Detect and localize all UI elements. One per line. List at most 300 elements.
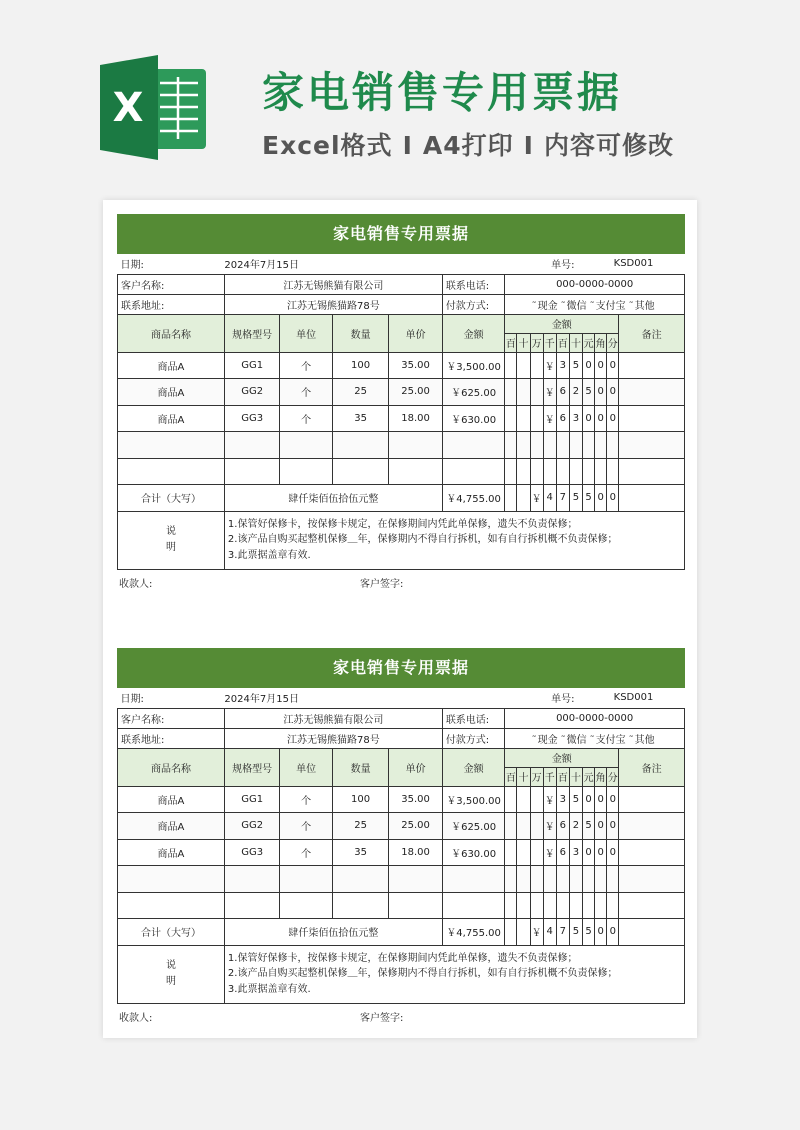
cell-digit <box>505 432 517 459</box>
total-digit: 5 <box>569 485 582 512</box>
cell-digit <box>505 786 517 813</box>
total-digit: 0 <box>595 485 607 512</box>
digit-header: 十 <box>517 768 530 787</box>
total-remark <box>619 919 685 946</box>
cell-digit <box>595 432 607 459</box>
phone-value[interactable]: 000-0000-0000 <box>505 708 685 728</box>
cell-digit: 0 <box>607 786 619 813</box>
cell-digit <box>530 379 543 406</box>
cell-qty[interactable] <box>332 458 389 485</box>
notes-content <box>224 945 684 1003</box>
header-row <box>118 314 685 334</box>
cell-digit: 0 <box>583 405 595 432</box>
cell-digit: 2 <box>569 379 582 406</box>
cell-digit <box>607 892 619 919</box>
cell-model[interactable]: GG3 <box>224 405 279 432</box>
total-digit: 4 <box>543 919 556 946</box>
cell-model[interactable]: GG2 <box>224 379 279 406</box>
address-value[interactable]: 江苏无锡熊猫路78号 <box>224 294 442 314</box>
cell-digit <box>530 352 543 379</box>
payment-option[interactable]: 现金 <box>537 300 558 312</box>
cell-digit: 0 <box>595 839 607 866</box>
cell-price[interactable]: 18.00 <box>389 839 442 866</box>
cell-digit: ￥ <box>543 786 556 813</box>
cell-unit[interactable] <box>280 432 332 459</box>
subtitle-print: A4打印 <box>422 131 514 160</box>
cell-name[interactable]: 商品A <box>118 839 225 866</box>
cell-digit <box>543 866 556 893</box>
cell-amount[interactable]: ￥625.00 <box>442 813 505 840</box>
cell-digit <box>569 866 582 893</box>
total-digit: 7 <box>556 485 569 512</box>
header-row <box>118 748 685 768</box>
total-digit: 0 <box>607 919 619 946</box>
note-line: 3.此票据盖章有效. <box>227 983 311 995</box>
cell-digit <box>517 432 530 459</box>
cell-digit <box>607 432 619 459</box>
cell-digit <box>517 786 530 813</box>
digit-header: 百 <box>505 768 517 787</box>
col-header-price: 单价 <box>389 748 442 786</box>
subtitle-format: Excel格式 <box>262 131 393 160</box>
table-row <box>118 839 685 866</box>
receipt-paper <box>103 200 697 1038</box>
receiver-label: 收款人: <box>119 1012 153 1024</box>
cell-digit: 0 <box>595 786 607 813</box>
cell-name[interactable]: 商品A <box>118 786 225 813</box>
cell-digit <box>517 405 530 432</box>
cell-digit <box>505 839 517 866</box>
cell-digit: 0 <box>595 352 607 379</box>
cell-unit[interactable] <box>280 866 332 893</box>
cell-remark[interactable] <box>619 892 685 919</box>
cell-digit <box>530 432 543 459</box>
cell-digit: 0 <box>607 379 619 406</box>
cell-digit <box>530 839 543 866</box>
cell-digit <box>505 405 517 432</box>
cell-qty[interactable]: 25 <box>332 379 389 406</box>
date-label: 日期: <box>120 260 144 272</box>
cell-remark[interactable] <box>619 813 685 840</box>
cell-amount[interactable]: ￥625.00 <box>442 379 505 406</box>
checkbox-icon[interactable]: ˜ <box>531 300 537 312</box>
cell-name[interactable]: 商品A <box>118 405 225 432</box>
note-line: 2.该产品自购买起整机保修＿年，保修期内不得自行拆机，如有自行拆机概不负责保修； <box>227 968 618 980</box>
cell-amount[interactable] <box>442 866 505 893</box>
col-header-amount-group: 金额 <box>505 748 619 768</box>
payment-option[interactable]: 其他 <box>634 300 655 312</box>
cell-digit: 0 <box>595 379 607 406</box>
cell-model[interactable]: GG3 <box>224 839 279 866</box>
cell-remark[interactable] <box>619 405 685 432</box>
payment-option[interactable]: 其他 <box>634 734 655 746</box>
no-label: 单号: <box>551 694 575 706</box>
digit-header: 十 <box>569 768 582 787</box>
table-row <box>118 352 685 379</box>
cell-digit <box>505 866 517 893</box>
total-amount: ￥4,755.00 <box>442 919 505 946</box>
cell-digit: 0 <box>583 839 595 866</box>
notes-row <box>118 945 685 1003</box>
note-line: 2.该产品自购买起整机保修＿年，保修期内不得自行拆机，如有自行拆机概不负责保修； <box>227 534 618 546</box>
cell-price[interactable]: 35.00 <box>389 352 442 379</box>
cell-digit <box>517 352 530 379</box>
col-header-name: 商品名称 <box>118 314 225 352</box>
checkbox-icon[interactable]: ˜ <box>560 300 566 312</box>
payment-option[interactable]: 微信 <box>566 300 587 312</box>
cell-price[interactable]: 18.00 <box>389 405 442 432</box>
date-value: 2024年7月15日 <box>224 260 299 272</box>
cell-digit: 3 <box>556 786 569 813</box>
cell-digit <box>517 892 530 919</box>
cell-unit[interactable]: 个 <box>280 786 332 813</box>
total-digit <box>505 485 517 512</box>
cell-name[interactable] <box>118 458 225 485</box>
receiver-label: 收款人: <box>119 578 153 590</box>
no-label: 单号: <box>551 260 575 272</box>
total-digit: 7 <box>556 919 569 946</box>
customer-value[interactable]: 江苏无锡熊猫有限公司 <box>224 274 442 294</box>
subtitle-separator: I <box>523 131 534 160</box>
cell-amount[interactable] <box>442 458 505 485</box>
cell-name[interactable] <box>118 432 225 459</box>
cell-amount[interactable] <box>442 892 505 919</box>
cell-digit <box>505 892 517 919</box>
cell-qty[interactable]: 25 <box>332 813 389 840</box>
col-header-unit: 单位 <box>280 748 332 786</box>
cell-digit <box>556 458 569 485</box>
digit-header: 分 <box>607 768 619 787</box>
cell-digit: 0 <box>583 786 595 813</box>
cell-digit <box>583 866 595 893</box>
signature-label: 客户签字: <box>360 578 404 590</box>
cell-remark[interactable] <box>619 458 685 485</box>
cell-digit <box>607 866 619 893</box>
receipt-table <box>117 254 685 570</box>
total-remark <box>619 485 685 512</box>
cell-qty[interactable]: 100 <box>332 352 389 379</box>
cell-remark[interactable] <box>619 432 685 459</box>
cell-amount[interactable]: ￥630.00 <box>442 839 505 866</box>
checkbox-icon[interactable]: ˜ <box>589 734 595 746</box>
digit-header: 万 <box>530 768 543 787</box>
cell-digit: 0 <box>595 405 607 432</box>
cell-remark[interactable] <box>619 379 685 406</box>
receipt-form <box>117 214 685 592</box>
cell-digit: 0 <box>583 352 595 379</box>
date-value: 2024年7月15日 <box>224 694 299 706</box>
subtitle-separator: I <box>402 131 413 160</box>
cell-price[interactable]: 35.00 <box>389 786 442 813</box>
cell-digit <box>505 813 517 840</box>
checkbox-icon[interactable]: ˜ <box>589 300 595 312</box>
cell-remark[interactable] <box>619 866 685 893</box>
cell-remark[interactable] <box>619 786 685 813</box>
banner <box>0 0 800 175</box>
total-label: 合计（大写） <box>118 485 225 512</box>
total-amount: ￥4,755.00 <box>442 485 505 512</box>
phone-label: 联系电话: <box>442 708 505 728</box>
address-value[interactable]: 江苏无锡熊猫路78号 <box>224 728 442 748</box>
customer-label: 客户名称: <box>118 708 225 728</box>
cell-digit <box>543 432 556 459</box>
cell-digit: ￥ <box>543 352 556 379</box>
cell-price[interactable] <box>389 892 442 919</box>
cell-remark[interactable] <box>619 352 685 379</box>
cell-digit: 5 <box>583 379 595 406</box>
cell-model[interactable] <box>224 432 279 459</box>
cell-unit[interactable]: 个 <box>280 813 332 840</box>
col-header-price: 单价 <box>389 314 442 352</box>
cell-digit <box>556 892 569 919</box>
date-row <box>118 254 685 274</box>
total-digit: 4 <box>543 485 556 512</box>
digit-header: 十 <box>517 334 530 353</box>
total-row <box>118 919 685 946</box>
cell-digit <box>517 379 530 406</box>
cell-digit <box>530 786 543 813</box>
cell-model[interactable]: GG1 <box>224 352 279 379</box>
notes-label-1: 说 <box>165 960 176 971</box>
col-header-unit: 单位 <box>280 314 332 352</box>
signature-label: 客户签字: <box>360 1012 404 1024</box>
receipt-form <box>117 648 685 1026</box>
digit-header: 元 <box>583 768 595 787</box>
cell-digit <box>505 352 517 379</box>
digit-header: 千 <box>543 768 556 787</box>
cell-digit <box>530 813 543 840</box>
date-row <box>118 688 685 708</box>
total-digit: 5 <box>583 919 595 946</box>
cell-amount[interactable]: ￥3,500.00 <box>442 786 505 813</box>
cell-digit <box>530 405 543 432</box>
cell-name[interactable]: 商品A <box>118 379 225 406</box>
cell-model[interactable] <box>224 458 279 485</box>
table-row <box>118 866 685 893</box>
address-label: 联系地址: <box>118 728 225 748</box>
excel-logo-icon <box>100 55 210 160</box>
payment-options <box>505 728 685 748</box>
cell-name[interactable]: 商品A <box>118 352 225 379</box>
cell-digit: ￥ <box>543 839 556 866</box>
subtitle-editable: 内容可修改 <box>543 131 674 160</box>
total-words: 肆仟柒佰伍拾伍元整 <box>224 919 442 946</box>
cell-amount[interactable]: ￥630.00 <box>442 405 505 432</box>
total-digit: 5 <box>569 919 582 946</box>
total-row <box>118 485 685 512</box>
phone-value[interactable]: 000-0000-0000 <box>505 274 685 294</box>
cell-qty[interactable]: 35 <box>332 839 389 866</box>
digit-header: 万 <box>530 334 543 353</box>
cell-digit <box>543 892 556 919</box>
cell-digit: 5 <box>569 786 582 813</box>
notes-content <box>224 511 684 569</box>
cell-digit <box>569 432 582 459</box>
digit-header: 分 <box>607 334 619 353</box>
checkbox-icon[interactable]: ˜ <box>531 734 537 746</box>
logo-letter: X <box>112 85 144 131</box>
table-row <box>118 892 685 919</box>
notes-row <box>118 511 685 569</box>
notes-label-2: 明 <box>165 542 176 553</box>
cell-digit: 5 <box>583 813 595 840</box>
notes-label-2: 明 <box>165 976 176 987</box>
cell-digit <box>517 813 530 840</box>
cell-price[interactable]: 25.00 <box>389 813 442 840</box>
col-header-name: 商品名称 <box>118 748 225 786</box>
checkbox-icon[interactable]: ˜ <box>560 734 566 746</box>
cell-digit <box>569 892 582 919</box>
col-header-model: 规格型号 <box>224 748 279 786</box>
customer-row <box>118 274 685 294</box>
cell-name[interactable] <box>118 866 225 893</box>
cell-model[interactable] <box>224 892 279 919</box>
cell-amount[interactable]: ￥3,500.00 <box>442 352 505 379</box>
cell-digit: ￥ <box>543 405 556 432</box>
phone-label: 联系电话: <box>442 274 505 294</box>
cell-model[interactable]: GG1 <box>224 786 279 813</box>
col-header-remark: 备注 <box>619 748 685 786</box>
total-digit <box>517 919 530 946</box>
payment-label: 付款方式: <box>442 728 505 748</box>
cell-digit: 3 <box>569 839 582 866</box>
cell-price[interactable] <box>389 432 442 459</box>
col-header-remark: 备注 <box>619 314 685 352</box>
cell-qty[interactable]: 35 <box>332 405 389 432</box>
total-digit: 0 <box>595 919 607 946</box>
checkbox-icon[interactable]: ˜ <box>628 734 634 746</box>
no-value: KSD001 <box>613 692 654 704</box>
col-header-amount: 金额 <box>442 748 505 786</box>
digit-header: 百 <box>505 334 517 353</box>
cell-digit: 6 <box>556 379 569 406</box>
payment-option[interactable]: 支付宝 <box>595 734 626 746</box>
cell-digit <box>517 839 530 866</box>
payment-option[interactable]: 现金 <box>537 734 558 746</box>
no-value: KSD001 <box>613 258 654 270</box>
cell-name[interactable] <box>118 892 225 919</box>
cell-digit <box>505 458 517 485</box>
signature-row <box>117 1004 685 1026</box>
col-header-qty: 数量 <box>332 748 389 786</box>
checkbox-icon[interactable]: ˜ <box>628 300 634 312</box>
cell-digit <box>543 458 556 485</box>
cell-qty[interactable] <box>332 892 389 919</box>
cell-digit <box>505 379 517 406</box>
cell-digit <box>607 458 619 485</box>
form-title: 家电销售专用票据 <box>117 214 685 254</box>
address-row <box>118 728 685 748</box>
cell-unit[interactable]: 个 <box>280 839 332 866</box>
cell-qty[interactable] <box>332 432 389 459</box>
digit-header: 元 <box>583 334 595 353</box>
col-header-qty: 数量 <box>332 314 389 352</box>
digit-header: 百 <box>556 334 569 353</box>
cell-digit: 0 <box>607 405 619 432</box>
table-row <box>118 379 685 406</box>
cell-digit <box>583 432 595 459</box>
payment-option[interactable]: 微信 <box>566 734 587 746</box>
payment-label: 付款方式: <box>442 294 505 314</box>
cell-unit[interactable] <box>280 892 332 919</box>
notes-label <box>118 511 225 569</box>
cell-digit: 0 <box>607 352 619 379</box>
cell-digit <box>583 458 595 485</box>
cell-model[interactable]: GG2 <box>224 813 279 840</box>
cell-digit <box>556 866 569 893</box>
cell-digit: 6 <box>556 813 569 840</box>
cell-digit: 6 <box>556 405 569 432</box>
cell-price[interactable]: 25.00 <box>389 379 442 406</box>
cell-digit <box>530 866 543 893</box>
table-row <box>118 405 685 432</box>
cell-name[interactable]: 商品A <box>118 813 225 840</box>
cell-remark[interactable] <box>619 839 685 866</box>
cell-digit <box>556 432 569 459</box>
receipt-table <box>117 688 685 1004</box>
cell-unit[interactable] <box>280 458 332 485</box>
col-header-model: 规格型号 <box>224 314 279 352</box>
digit-header: 角 <box>595 768 607 787</box>
cell-price[interactable] <box>389 458 442 485</box>
table-row <box>118 813 685 840</box>
cell-digit: 3 <box>569 405 582 432</box>
cell-amount[interactable] <box>442 432 505 459</box>
table-row <box>118 432 685 459</box>
col-header-amount-group: 金额 <box>505 314 619 334</box>
cell-qty[interactable]: 100 <box>332 786 389 813</box>
signature-row <box>117 570 685 592</box>
payment-options <box>505 294 685 314</box>
cell-digit: 5 <box>569 352 582 379</box>
total-digit <box>505 919 517 946</box>
table-row <box>118 786 685 813</box>
cell-digit: ￥ <box>543 379 556 406</box>
cell-unit[interactable]: 个 <box>280 352 332 379</box>
table-row <box>118 458 685 485</box>
digit-header: 百 <box>556 768 569 787</box>
customer-label: 客户名称: <box>118 274 225 294</box>
cell-price[interactable] <box>389 866 442 893</box>
total-label: 合计（大写） <box>118 919 225 946</box>
cell-digit <box>595 866 607 893</box>
customer-row <box>118 708 685 728</box>
notes-label <box>118 945 225 1003</box>
cell-digit <box>569 458 582 485</box>
cell-digit <box>583 892 595 919</box>
cell-digit: 6 <box>556 839 569 866</box>
note-line: 1.保管好保修卡，按保修卡规定，在保修期间内凭此单保修，遗失不负责保修； <box>227 952 578 964</box>
total-digit: ￥ <box>530 485 543 512</box>
address-label: 联系地址: <box>118 294 225 314</box>
customer-value[interactable]: 江苏无锡熊猫有限公司 <box>224 708 442 728</box>
cell-digit: 0 <box>607 839 619 866</box>
digit-header: 十 <box>569 334 582 353</box>
total-digit: 0 <box>607 485 619 512</box>
cell-digit <box>517 866 530 893</box>
note-line: 3.此票据盖章有效. <box>227 549 311 561</box>
cell-digit <box>595 892 607 919</box>
cell-model[interactable] <box>224 866 279 893</box>
cell-qty[interactable] <box>332 866 389 893</box>
date-label: 日期: <box>120 694 144 706</box>
payment-option[interactable]: 支付宝 <box>595 300 626 312</box>
note-line: 1.保管好保修卡，按保修卡规定，在保修期间内凭此单保修，遗失不负责保修； <box>227 518 578 530</box>
cell-digit: 0 <box>607 813 619 840</box>
cell-unit[interactable]: 个 <box>280 405 332 432</box>
cell-unit[interactable]: 个 <box>280 379 332 406</box>
banner-subtitle <box>262 126 674 162</box>
